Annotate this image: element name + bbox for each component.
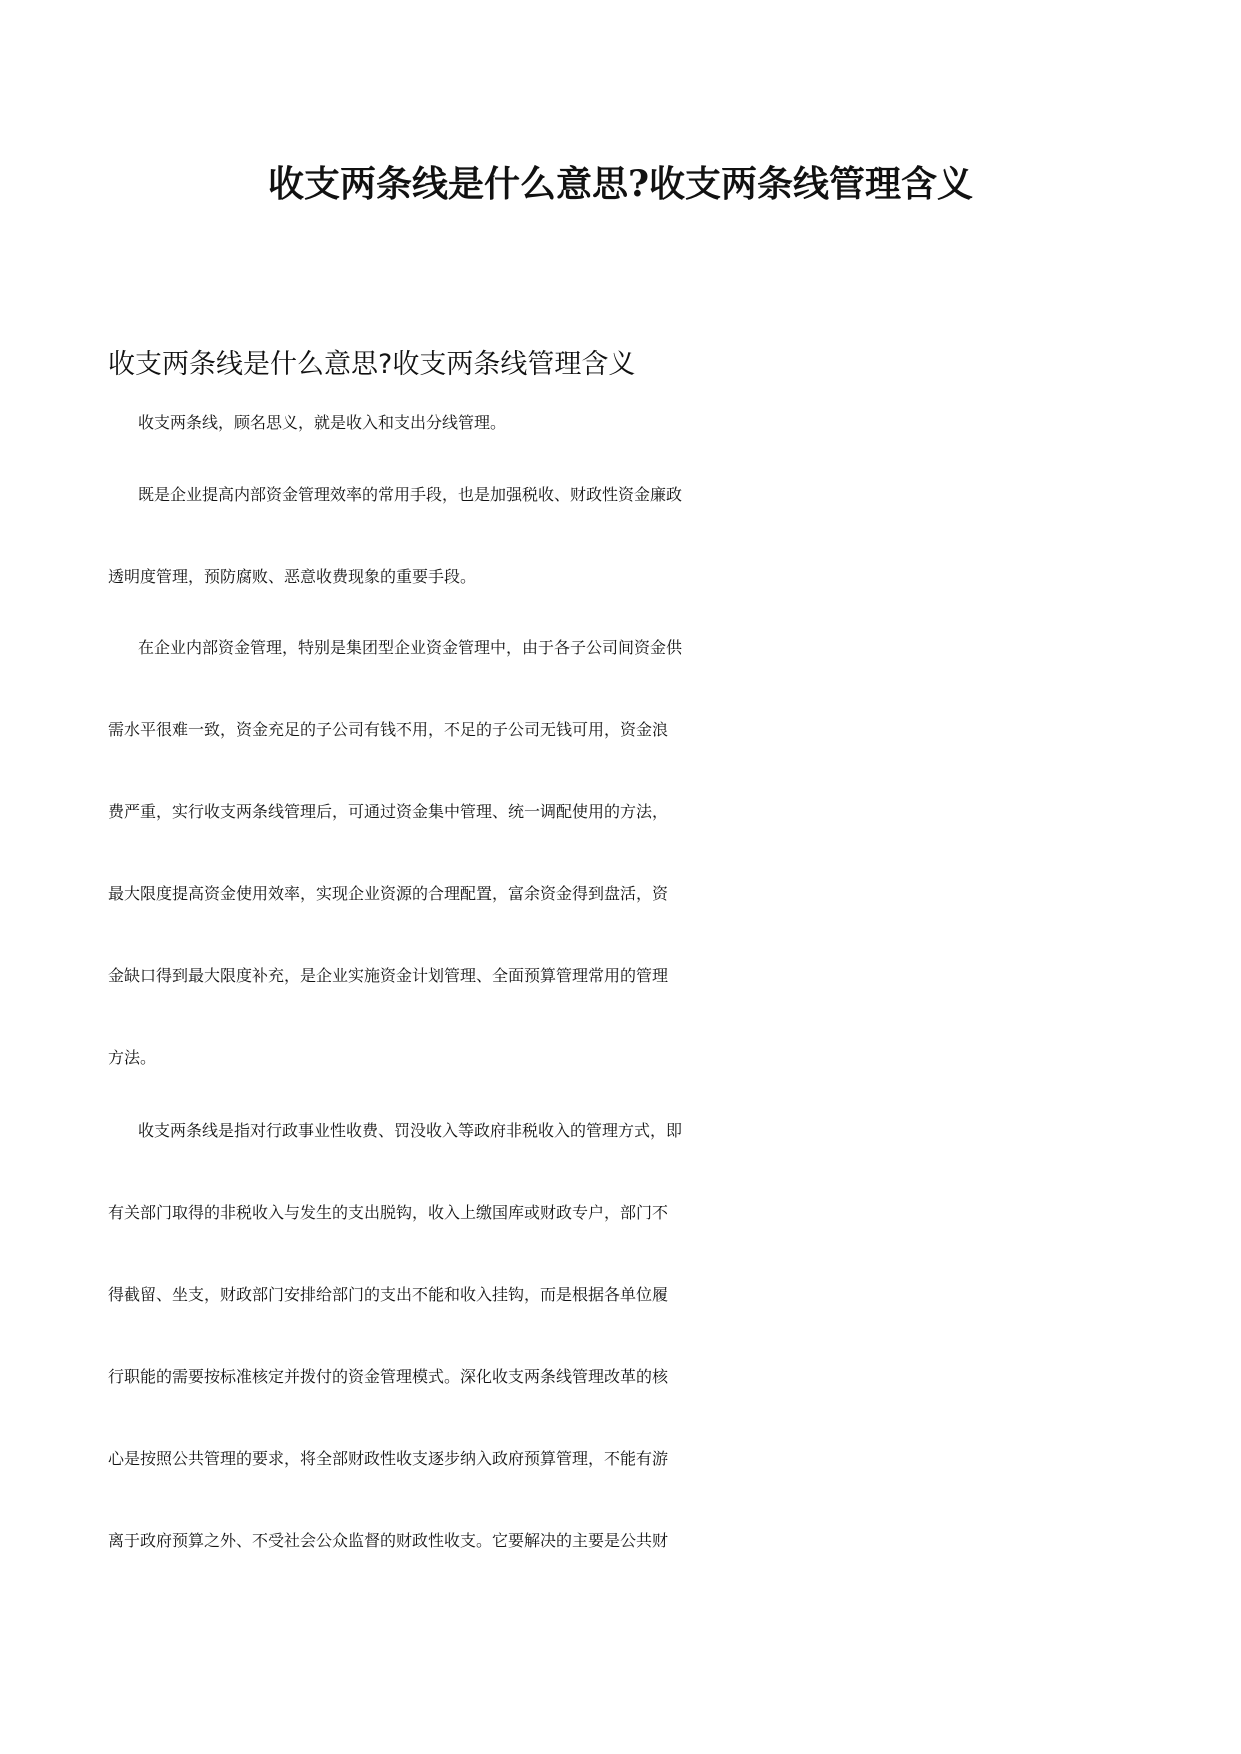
paragraph-line: 透明度管理，预防腐败、恶意收费现象的重要手段。 (108, 567, 477, 586)
paragraph-line: 收支两条线，顾名思义，就是收入和支出分线管理。 (138, 413, 507, 432)
paragraph-line: 在企业内部资金管理，特别是集团型企业资金管理中，由于各子公司间资金供 (138, 638, 683, 657)
paragraph-3 (108, 626, 1134, 1118)
paragraph-line: 最大限度提高资金使用效率，实现企业资源的合理配置，富余资金得到盘活，资 (108, 884, 669, 903)
paragraph-line: 需水平很难一致，资金充足的子公司有钱不用，不足的子公司无钱可用，资金浪 (108, 720, 669, 739)
paragraph-line: 行职能的需要按标准核定并拨付的资金管理模式。深化收支两条线管理改革的核 (108, 1367, 669, 1386)
document-body (108, 343, 1134, 1601)
paragraph-line: 费严重，实行收支两条线管理后，可通过资金集中管理、统一调配使用的方法， (108, 802, 669, 821)
paragraph-line: 收支两条线是指对行政事业性收费、罚没收入等政府非税收入的管理方式，即 (138, 1121, 683, 1140)
paragraph-2 (108, 473, 1134, 637)
document-title: 收支两条线是什么意思?收支两条线管理含义 (267, 163, 974, 205)
paragraph-line: 有关部门取得的非税收入与发生的支出脱钩，收入上缴国库或财政专户，部门不 (108, 1203, 669, 1222)
paragraph-line: 既是企业提高内部资金管理效率的常用手段，也是加强税收、财政性资金廉政 (138, 485, 683, 504)
body-subtitle: 收支两条线是什么意思?收支两条线管理含义 (108, 349, 636, 380)
paragraph-line: 心是按照公共管理的要求，将全部财政性收支逐步纳入政府预算管理，不能有游 (108, 1449, 669, 1468)
paragraph-line: 离于政府预算之外、不受社会公众监督的财政性收支。它要解决的主要是公共财 (108, 1531, 669, 1550)
paragraph-line: 得截留、坐支，财政部门安排给部门的支出不能和收入挂钩，而是根据各单位履 (108, 1285, 669, 1304)
paragraph-1 (108, 401, 1134, 483)
paragraph-line: 方法。 (108, 1048, 157, 1067)
paragraph-line: 金缺口得到最大限度补充，是企业实施资金计划管理、全面预算管理常用的管理 (108, 966, 669, 985)
paragraph-4 (108, 1109, 1134, 1601)
